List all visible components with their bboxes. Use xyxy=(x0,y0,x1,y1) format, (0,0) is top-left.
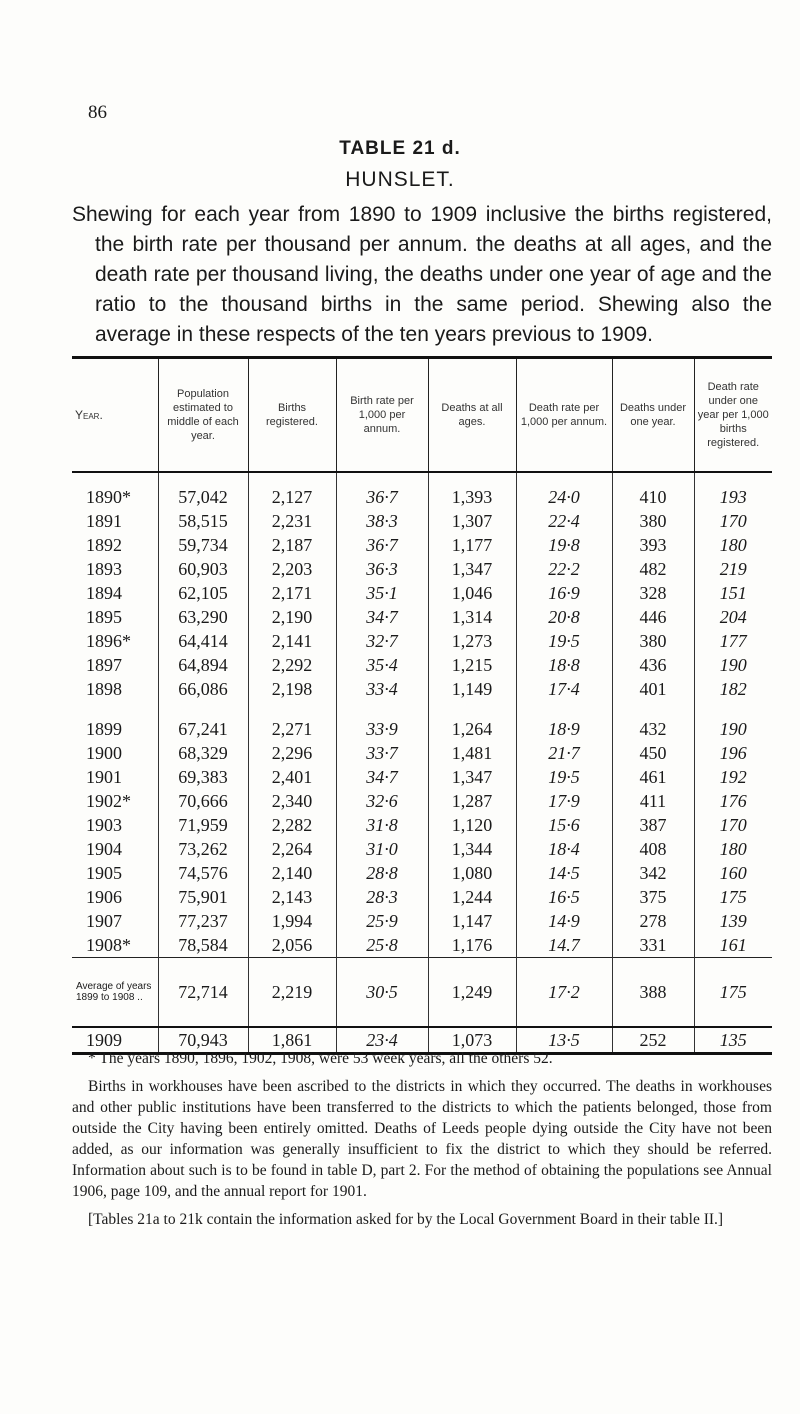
table-cell: 34·7 xyxy=(336,765,428,789)
table-cell: 1,314 xyxy=(428,605,516,629)
table-cell: 1,215 xyxy=(428,653,516,677)
district-name: HUNSLET. xyxy=(345,168,455,191)
table-cell: 380 xyxy=(612,509,694,533)
table-cell: 2,282 xyxy=(248,813,336,837)
header-births: Births registered. xyxy=(248,358,336,473)
table-cell: 64,894 xyxy=(158,653,248,677)
table-cell: 1,347 xyxy=(428,557,516,581)
table-cell: 1900 xyxy=(86,743,122,763)
table-cell: 1,481 xyxy=(428,741,516,765)
table-cell: 1,347 xyxy=(428,765,516,789)
table-cell: 2,187 xyxy=(248,533,336,557)
table-cell: 192 xyxy=(694,765,772,789)
table-cell: 62,105 xyxy=(158,581,248,605)
table-row xyxy=(72,581,772,605)
table-cell: 1894 xyxy=(86,583,122,603)
statistics-table xyxy=(72,356,772,1055)
footnote-week-years: * The years 1890, 1896, 1902, 1908, were 53 week years, all the others 52. xyxy=(88,1050,553,1067)
table-cell: 2,401 xyxy=(248,765,336,789)
table-cell: 31·8 xyxy=(336,813,428,837)
table-cell: 170 xyxy=(694,509,772,533)
table-cell: 2,264 xyxy=(248,837,336,861)
table-cell: 14·5 xyxy=(516,861,612,885)
table-cell: 14·9 xyxy=(516,909,612,933)
header-death-rate: Death rate per 1,000 per annum. xyxy=(516,358,612,473)
table-cell: 35·4 xyxy=(336,653,428,677)
header-birth-rate: Birth rate per 1,000 per annum. xyxy=(336,358,428,473)
table-cell: 2,340 xyxy=(248,789,336,813)
table-cell: 28·8 xyxy=(336,861,428,885)
table-row xyxy=(72,605,772,629)
table-cell: 1,344 xyxy=(428,837,516,861)
table-row xyxy=(72,653,772,677)
header-deaths: Deaths at all ages. xyxy=(428,358,516,473)
table-cell: 1,244 xyxy=(428,885,516,909)
year-1909-row-label: 1909 xyxy=(72,1027,158,1054)
table-cell: 252 xyxy=(612,1027,694,1054)
table-cell: 1,176 xyxy=(428,933,516,958)
table-cell: 74,576 xyxy=(158,861,248,885)
table-cell: 196 xyxy=(694,741,772,765)
header-year: Year. xyxy=(72,358,158,473)
table-cell: 75,901 xyxy=(158,885,248,909)
table-row xyxy=(72,677,772,701)
table-cell: 161 xyxy=(694,933,772,958)
table-cell: 2,143 xyxy=(248,885,336,909)
table-cell: 20·8 xyxy=(516,605,612,629)
table-cell: 25·8 xyxy=(336,933,428,958)
table-cell: 77,237 xyxy=(158,909,248,933)
table-row xyxy=(72,741,772,765)
average-row-label: Average of years 1899 to 1908 .. xyxy=(72,958,158,1028)
table-cell: 2,140 xyxy=(248,861,336,885)
table-cell: 1908* xyxy=(86,935,131,955)
table-cell: 388 xyxy=(612,958,694,1028)
table-cell: 2,292 xyxy=(248,653,336,677)
table-cell: 16·5 xyxy=(516,885,612,909)
table-cell: 28·3 xyxy=(336,885,428,909)
table-cell: 1,120 xyxy=(428,813,516,837)
table-cell: 151 xyxy=(694,581,772,605)
table-header-row xyxy=(72,358,772,473)
table-row xyxy=(72,933,772,958)
table-cell: 1904 xyxy=(86,839,122,859)
table-row xyxy=(72,909,772,933)
table-row xyxy=(72,472,772,509)
table-cell: 2,219 xyxy=(248,958,336,1028)
table-cell: 139 xyxy=(694,909,772,933)
table-cell: 64,414 xyxy=(158,629,248,653)
average-row xyxy=(72,958,772,1028)
table-cell: 57,042 xyxy=(158,472,248,509)
table-cell: 2,056 xyxy=(248,933,336,958)
table-cell: 380 xyxy=(612,629,694,653)
table-cell: 1,249 xyxy=(428,958,516,1028)
table-cell: 1,177 xyxy=(428,533,516,557)
table-cell: 1902* xyxy=(86,791,131,811)
table-cell: 175 xyxy=(694,885,772,909)
table-cell: 204 xyxy=(694,605,772,629)
table-cell: 36·7 xyxy=(336,533,428,557)
table-cell: 1,287 xyxy=(428,789,516,813)
table-cell: 1905 xyxy=(86,863,122,883)
table-cell: 175 xyxy=(694,958,772,1028)
table-cell: 30·5 xyxy=(336,958,428,1028)
table-cell: 25·9 xyxy=(336,909,428,933)
table-cell: 17·2 xyxy=(516,958,612,1028)
table-cell: 180 xyxy=(694,533,772,557)
table-cell: 387 xyxy=(612,813,694,837)
table-cell: 63,290 xyxy=(158,605,248,629)
table-row xyxy=(72,813,772,837)
table-row xyxy=(72,629,772,653)
table-cell: 2,190 xyxy=(248,605,336,629)
table-cell: 436 xyxy=(612,653,694,677)
table-cell: 73,262 xyxy=(158,837,248,861)
table-body xyxy=(72,472,772,1054)
table-cell: 1,861 xyxy=(248,1027,336,1054)
table-cell: 446 xyxy=(612,605,694,629)
table-cell: 17·4 xyxy=(516,677,612,701)
table-cell: 22·4 xyxy=(516,509,612,533)
footnote-methodology: Births in workhouses have been ascribed to the districts in which they occurred. The deaths in workhouses and other public institutions have been transferred to the districts to which the patients belonged, those from outside the City having been entirely omitted. Deaths of Leeds people dying outside the City have not been added, as our information was generally insufficient to fix the district to which they should be referred. Information about such is to be found in table D, part 2. For the method of obtaining the populations see Annual 1906, page 109, and the annual report for 1901. xyxy=(72,1078,772,1200)
table-cell: 1903 xyxy=(86,815,122,835)
table-cell: 18·4 xyxy=(516,837,612,861)
table-cell: 177 xyxy=(694,629,772,653)
table-row xyxy=(72,837,772,861)
table-cell: 190 xyxy=(694,701,772,741)
table-cell: 78,584 xyxy=(158,933,248,958)
table-cell: 1901 xyxy=(86,767,122,787)
footnotes xyxy=(72,1048,772,1237)
header-infant-death-rate: Death rate under one year per 1,000 births registered. xyxy=(694,358,772,473)
table-cell: 38·3 xyxy=(336,509,428,533)
table-cell: 1,273 xyxy=(428,629,516,653)
table-row xyxy=(72,861,772,885)
table-cell: 15·6 xyxy=(516,813,612,837)
table-cell: 21·7 xyxy=(516,741,612,765)
table-cell: 411 xyxy=(612,789,694,813)
table-cell: 2,203 xyxy=(248,557,336,581)
table-cell: 432 xyxy=(612,701,694,741)
table-cell: 450 xyxy=(612,741,694,765)
table-cell: 1895 xyxy=(86,607,122,627)
table-cell: 32·6 xyxy=(336,789,428,813)
table-cell: 1,307 xyxy=(428,509,516,533)
table-cell: 33·4 xyxy=(336,677,428,701)
table-cell: 58,515 xyxy=(158,509,248,533)
table-cell: 35·1 xyxy=(336,581,428,605)
table-cell: 2,141 xyxy=(248,629,336,653)
table-cell: 410 xyxy=(612,472,694,509)
table-cell: 22·2 xyxy=(516,557,612,581)
table-cell: 1897 xyxy=(86,655,122,675)
table-cell: 66,086 xyxy=(158,677,248,701)
table-cell: 1,149 xyxy=(428,677,516,701)
table-cell: 1899 xyxy=(86,719,122,739)
table-cell: 1906 xyxy=(86,887,122,907)
table-cell: 17·9 xyxy=(516,789,612,813)
table-cell: 176 xyxy=(694,789,772,813)
table-cell: 36·7 xyxy=(336,472,428,509)
table-cell: 34·7 xyxy=(336,605,428,629)
table-cell: 32·7 xyxy=(336,629,428,653)
table-cell: 461 xyxy=(612,765,694,789)
table-cell: 14.7 xyxy=(516,933,612,958)
table-cell: 170 xyxy=(694,813,772,837)
table-cell: 1890* xyxy=(86,487,131,507)
table-cell: 342 xyxy=(612,861,694,885)
table-cell: 33·7 xyxy=(336,741,428,765)
table-cell: 70,943 xyxy=(158,1027,248,1054)
table-cell: 190 xyxy=(694,653,772,677)
table-cell: 375 xyxy=(612,885,694,909)
table-row xyxy=(72,701,772,741)
table-cell: 328 xyxy=(612,581,694,605)
table-cell: 2,171 xyxy=(248,581,336,605)
table-cell: 1907 xyxy=(86,911,122,931)
table-cell: 36·3 xyxy=(336,557,428,581)
table-cell: 160 xyxy=(694,861,772,885)
table-cell: 69,383 xyxy=(158,765,248,789)
table-cell: 401 xyxy=(612,677,694,701)
table-description: Shewing for each year from 1890 to 1909 inclusive the births registered, the birth rate per thousand per annum. the deaths at all ages, and the death rate per thousand living, the deaths under one year of age and the ratio to the thousand births in the same period. Shewing also the average in these respects of the ten years previous to 1909. xyxy=(72,203,772,346)
table-cell: 1,073 xyxy=(428,1027,516,1054)
statistics-table-container xyxy=(72,356,772,1055)
table-cell: 19·8 xyxy=(516,533,612,557)
table-cell: 31·0 xyxy=(336,837,428,861)
table-cell: 1,393 xyxy=(428,472,516,509)
table-cell: 2,231 xyxy=(248,509,336,533)
table-cell: 70,666 xyxy=(158,789,248,813)
table-cell: 2,296 xyxy=(248,741,336,765)
table-cell: 1896* xyxy=(86,631,131,651)
table-cell: 72,714 xyxy=(158,958,248,1028)
table-cell: 67,241 xyxy=(158,701,248,741)
table-cell: 1,994 xyxy=(248,909,336,933)
table-cell: 1893 xyxy=(86,559,122,579)
table-cell: 68,329 xyxy=(158,741,248,765)
table-row xyxy=(72,533,772,557)
table-cell: 2,198 xyxy=(248,677,336,701)
table-cell: 2,127 xyxy=(248,472,336,509)
table-cell: 408 xyxy=(612,837,694,861)
table-cell: 19·5 xyxy=(516,765,612,789)
table-cell: 13·5 xyxy=(516,1027,612,1054)
table-cell: 59,734 xyxy=(158,533,248,557)
table-cell: 1,046 xyxy=(428,581,516,605)
table-cell: 193 xyxy=(694,472,772,509)
table-title: TABLE 21 d. xyxy=(339,138,461,159)
table-cell: 1892 xyxy=(86,535,122,555)
table-cell: 24·0 xyxy=(516,472,612,509)
table-row xyxy=(72,557,772,581)
table-cell: 1891 xyxy=(86,511,122,531)
table-cell: 2,271 xyxy=(248,701,336,741)
table-cell: 482 xyxy=(612,557,694,581)
table-cell: 23·4 xyxy=(336,1027,428,1054)
table-row xyxy=(72,789,772,813)
table-cell: 219 xyxy=(694,557,772,581)
table-cell: 1898 xyxy=(86,679,122,699)
table-cell: 16·9 xyxy=(516,581,612,605)
table-cell: 1,080 xyxy=(428,861,516,885)
table-cell: 278 xyxy=(612,909,694,933)
table-cell: 135 xyxy=(694,1027,772,1054)
table-row xyxy=(72,509,772,533)
table-row xyxy=(72,885,772,909)
table-cell: 18·8 xyxy=(516,653,612,677)
table-cell: 180 xyxy=(694,837,772,861)
table-cell: 18·9 xyxy=(516,701,612,741)
header-infant-deaths: Deaths under one year. xyxy=(612,358,694,473)
table-cell: 182 xyxy=(694,677,772,701)
table-cell: 60,903 xyxy=(158,557,248,581)
table-cell: 1,147 xyxy=(428,909,516,933)
page-number: 86 xyxy=(88,102,107,123)
footnote-tables-reference: [Tables 21a to 21k contain the information asked for by the Local Government Board in their table II.] xyxy=(88,1211,724,1228)
table-cell: 71,959 xyxy=(158,813,248,837)
table-cell: 393 xyxy=(612,533,694,557)
table-row xyxy=(72,765,772,789)
table-cell: 19·5 xyxy=(516,629,612,653)
table-cell: 33·9 xyxy=(336,701,428,741)
table-cell: 1,264 xyxy=(428,701,516,741)
header-population: Population estimated to middle of each year. xyxy=(158,358,248,473)
table-cell: 331 xyxy=(612,933,694,958)
